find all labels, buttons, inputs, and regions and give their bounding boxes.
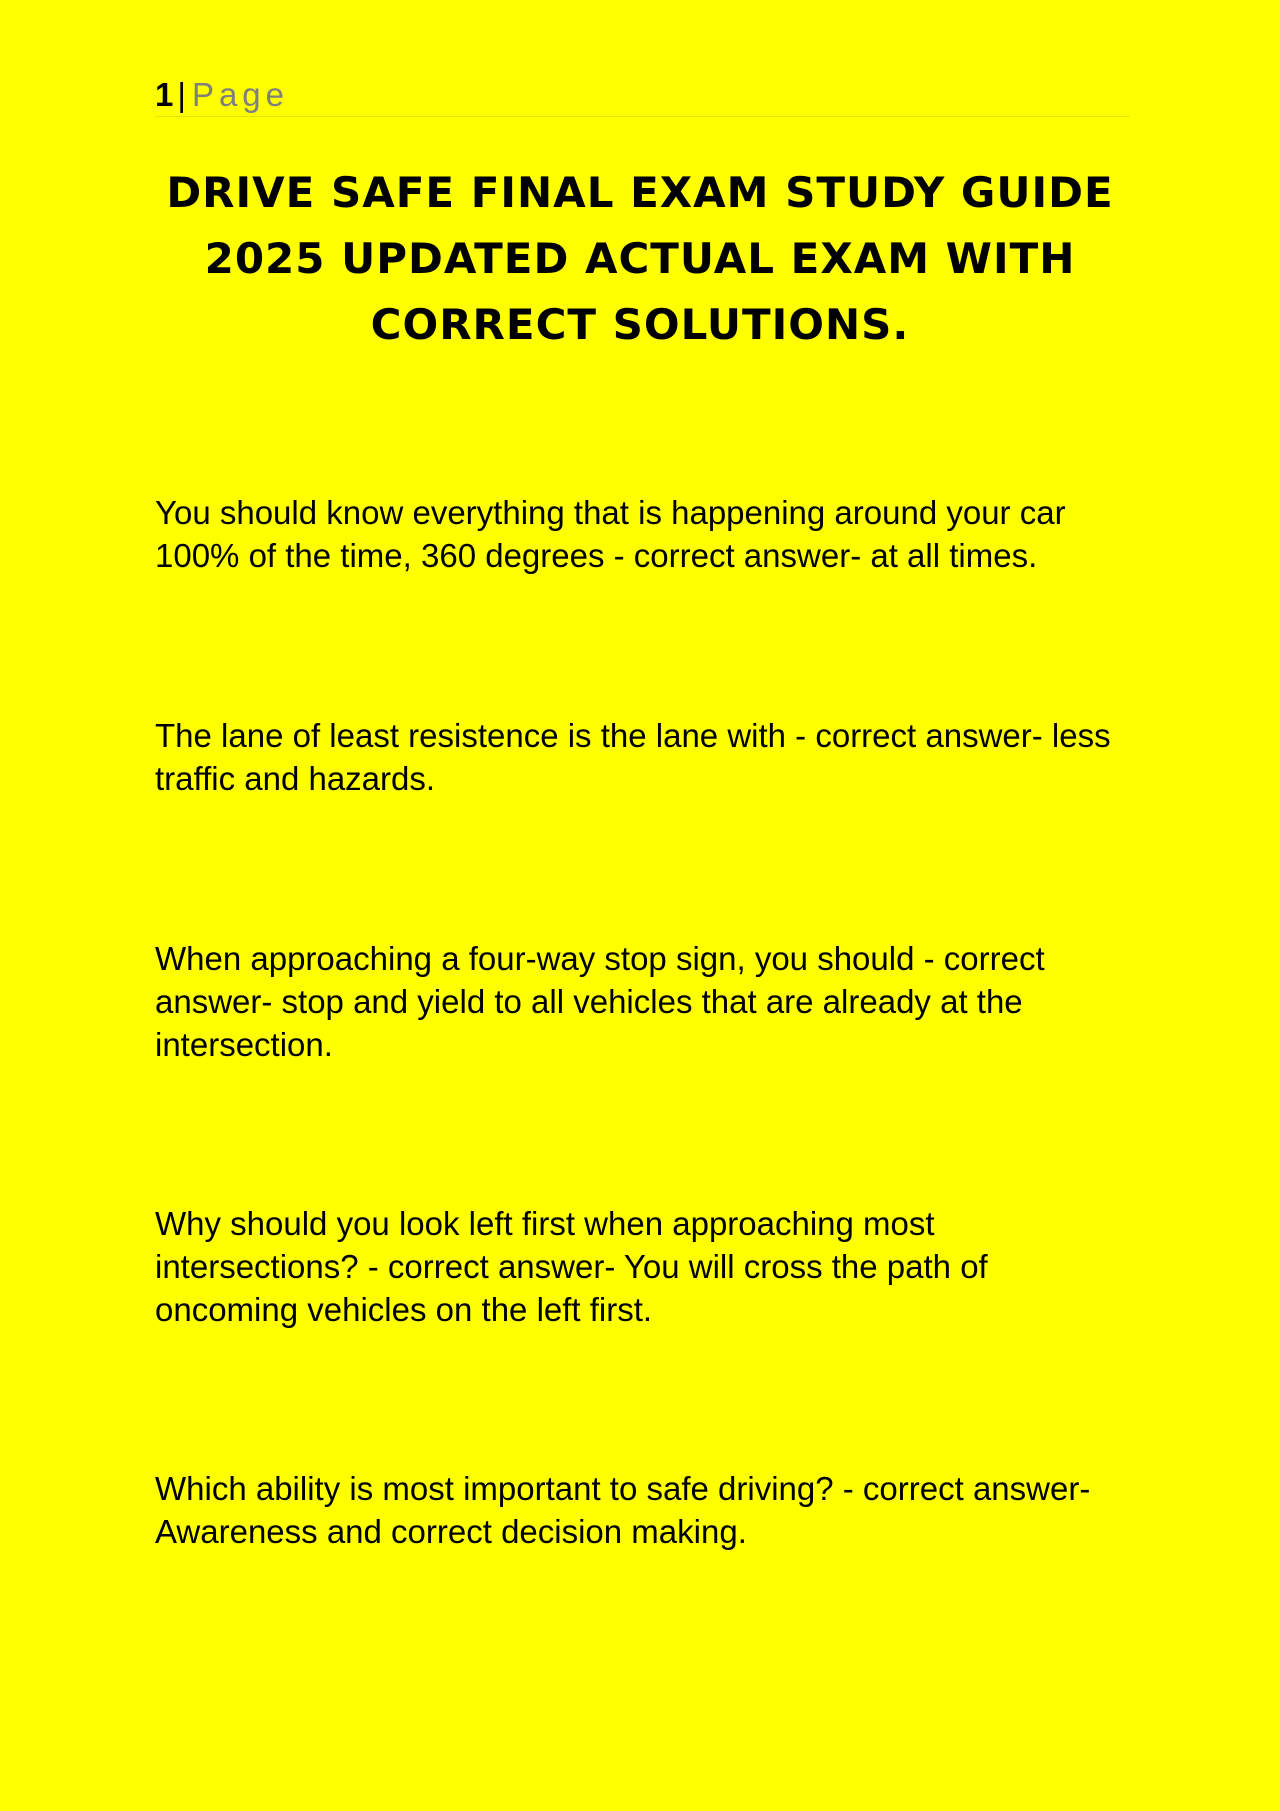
page-separator: | bbox=[177, 76, 186, 113]
page-number: 1 bbox=[155, 76, 174, 113]
qa-item-5: Which ability is most important to safe driving? - correct answer- Awareness and correct decision making. bbox=[155, 1470, 1091, 1550]
qa-item-4: Why should you look left first when approaching most intersections? - correct answer- You will cross the path of oncoming vehicles on the left first. bbox=[155, 1205, 988, 1328]
page-label: Page bbox=[191, 76, 290, 113]
page-header bbox=[155, 74, 1130, 117]
document-title: DRIVE SAFE FINAL EXAM STUDY GUIDE 2025 UPDATED ACTUAL EXAM WITH CORRECT SOLUTIONS. bbox=[166, 168, 1114, 349]
qa-item-1: You should know everything that is happening around your car 100% of the time, 360 degrees - correct answer- at all times. bbox=[155, 494, 1066, 574]
qa-item-2: The lane of least resistence is the lane with - correct answer- less traffic and hazards. bbox=[155, 717, 1111, 797]
qa-item-3: When approaching a four-way stop sign, you should - correct answer- stop and yield to all vehicles that are already at the intersection. bbox=[155, 940, 1045, 1063]
